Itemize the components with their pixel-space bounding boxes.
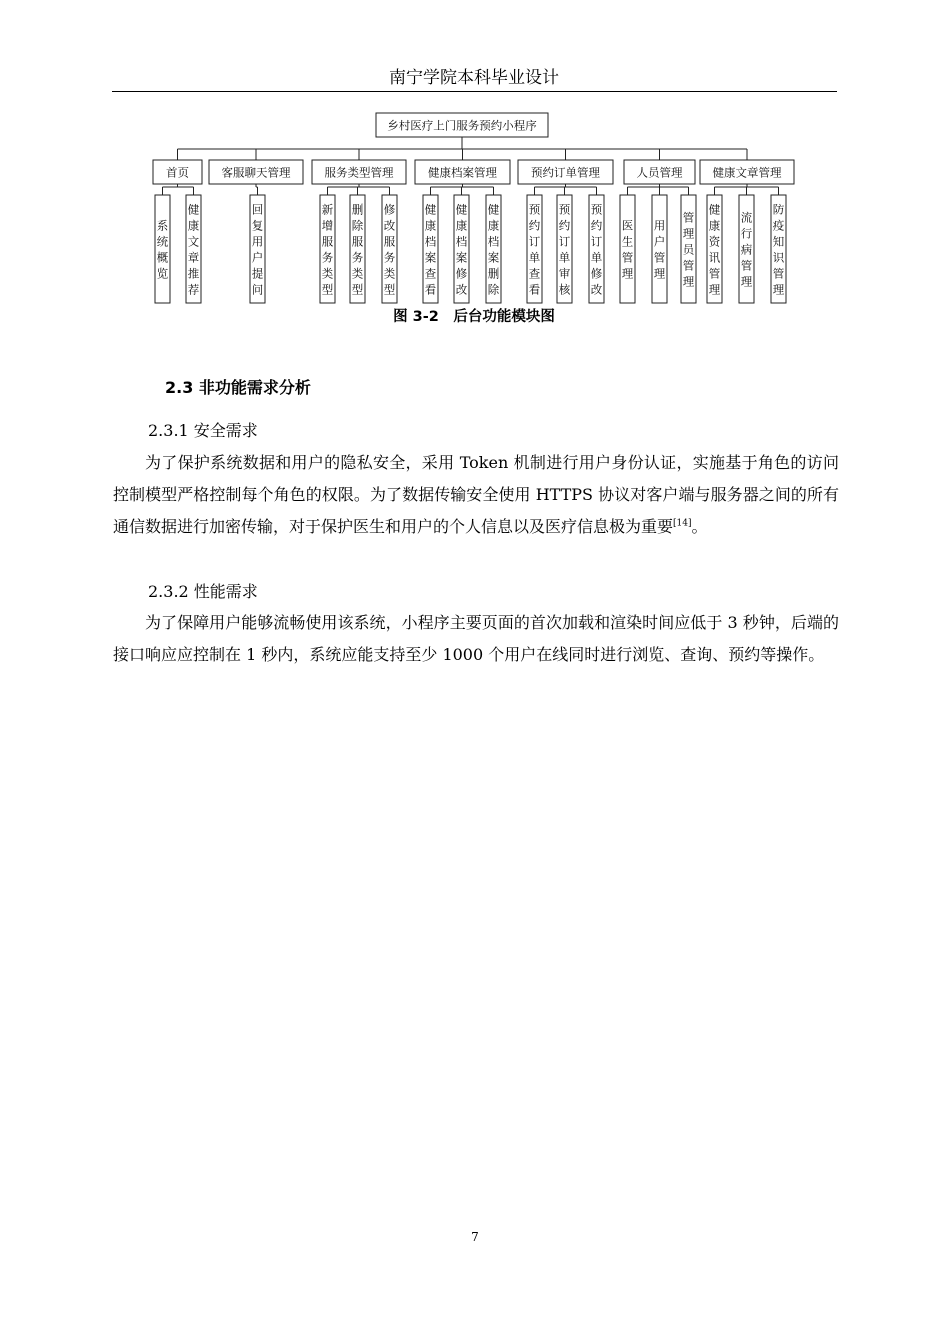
child-label: 管理员管理 bbox=[682, 210, 695, 289]
child-label: 新增服务类型 bbox=[321, 202, 334, 297]
child-label: 预约订单修改 bbox=[590, 202, 603, 297]
module-label: 服务类型管理 bbox=[324, 165, 394, 180]
paragraph-security-text: 为了保护系统数据和用户的隐私安全，采用 Token 机制进行用户身份认证，实施基于角色的访问控制模型严格控制每个角色的权限。为了数据传输安全使用 HTTPS 协议对客户端与服务器之间的所有通信数据进行加密传输，对于保护医生和用户的个人信息以及医疗信息极为重要 bbox=[113, 453, 839, 536]
citation: [14] bbox=[673, 518, 692, 529]
child-label: 用户管理 bbox=[653, 218, 666, 281]
child-label: 健康文章推荐 bbox=[187, 202, 200, 297]
module-label: 首页 bbox=[166, 165, 189, 180]
module-label: 健康文章管理 bbox=[712, 165, 782, 180]
module-label: 健康档案管理 bbox=[428, 165, 497, 180]
figure-caption: 图 3-2 后台功能模块图 bbox=[393, 309, 555, 325]
child-label: 健康档案修改 bbox=[455, 202, 468, 297]
paragraph-security-tail: 。 bbox=[691, 517, 708, 536]
child-label: 医生管理 bbox=[621, 218, 634, 281]
module-diagram bbox=[0, 0, 950, 310]
child-label: 流行病管理 bbox=[740, 210, 753, 289]
module-label: 客服聊天管理 bbox=[221, 165, 291, 180]
child-label: 删除服务类型 bbox=[351, 202, 364, 297]
child-box bbox=[652, 195, 667, 303]
section-heading: 2.3 非功能需求分析 bbox=[165, 378, 311, 397]
page-header: 南宁学院本科毕业设计 bbox=[389, 68, 559, 88]
child-label: 预约订单查看 bbox=[528, 202, 541, 297]
child-label: 健康资讯管理 bbox=[708, 202, 721, 297]
child-box bbox=[620, 195, 635, 303]
subsection-heading-performance: 2.3.2 性能需求 bbox=[148, 582, 258, 601]
child-box bbox=[155, 195, 170, 303]
paragraph-security bbox=[113, 447, 839, 543]
module-label: 预约订单管理 bbox=[531, 165, 600, 180]
child-label: 修改服务类型 bbox=[383, 202, 396, 297]
child-label: 系统概览 bbox=[156, 218, 169, 281]
child-label: 回复用户提问 bbox=[251, 202, 264, 297]
child-label: 防疫知识管理 bbox=[772, 202, 785, 297]
child-label: 预约订单审核 bbox=[558, 202, 571, 297]
module-label: 人员管理 bbox=[636, 165, 683, 180]
child-label: 健康档案查看 bbox=[424, 202, 437, 297]
child-label: 健康档案删除 bbox=[487, 202, 500, 297]
subsection-heading-security: 2.3.1 安全需求 bbox=[148, 421, 258, 440]
paragraph-performance: 为了保障用户能够流畅使用该系统，小程序主要页面的首次加载和渲染时间应低于 3 秒钟，后端的接口响应应控制在 1 秒内，系统应能支持至少 1000 个用户在线同时进行浏览、查询、预约等操作。 bbox=[113, 613, 839, 664]
root-node-label: 乡村医疗上门服务预约小程序 bbox=[387, 118, 537, 133]
page-number: 7 bbox=[471, 1230, 479, 1244]
